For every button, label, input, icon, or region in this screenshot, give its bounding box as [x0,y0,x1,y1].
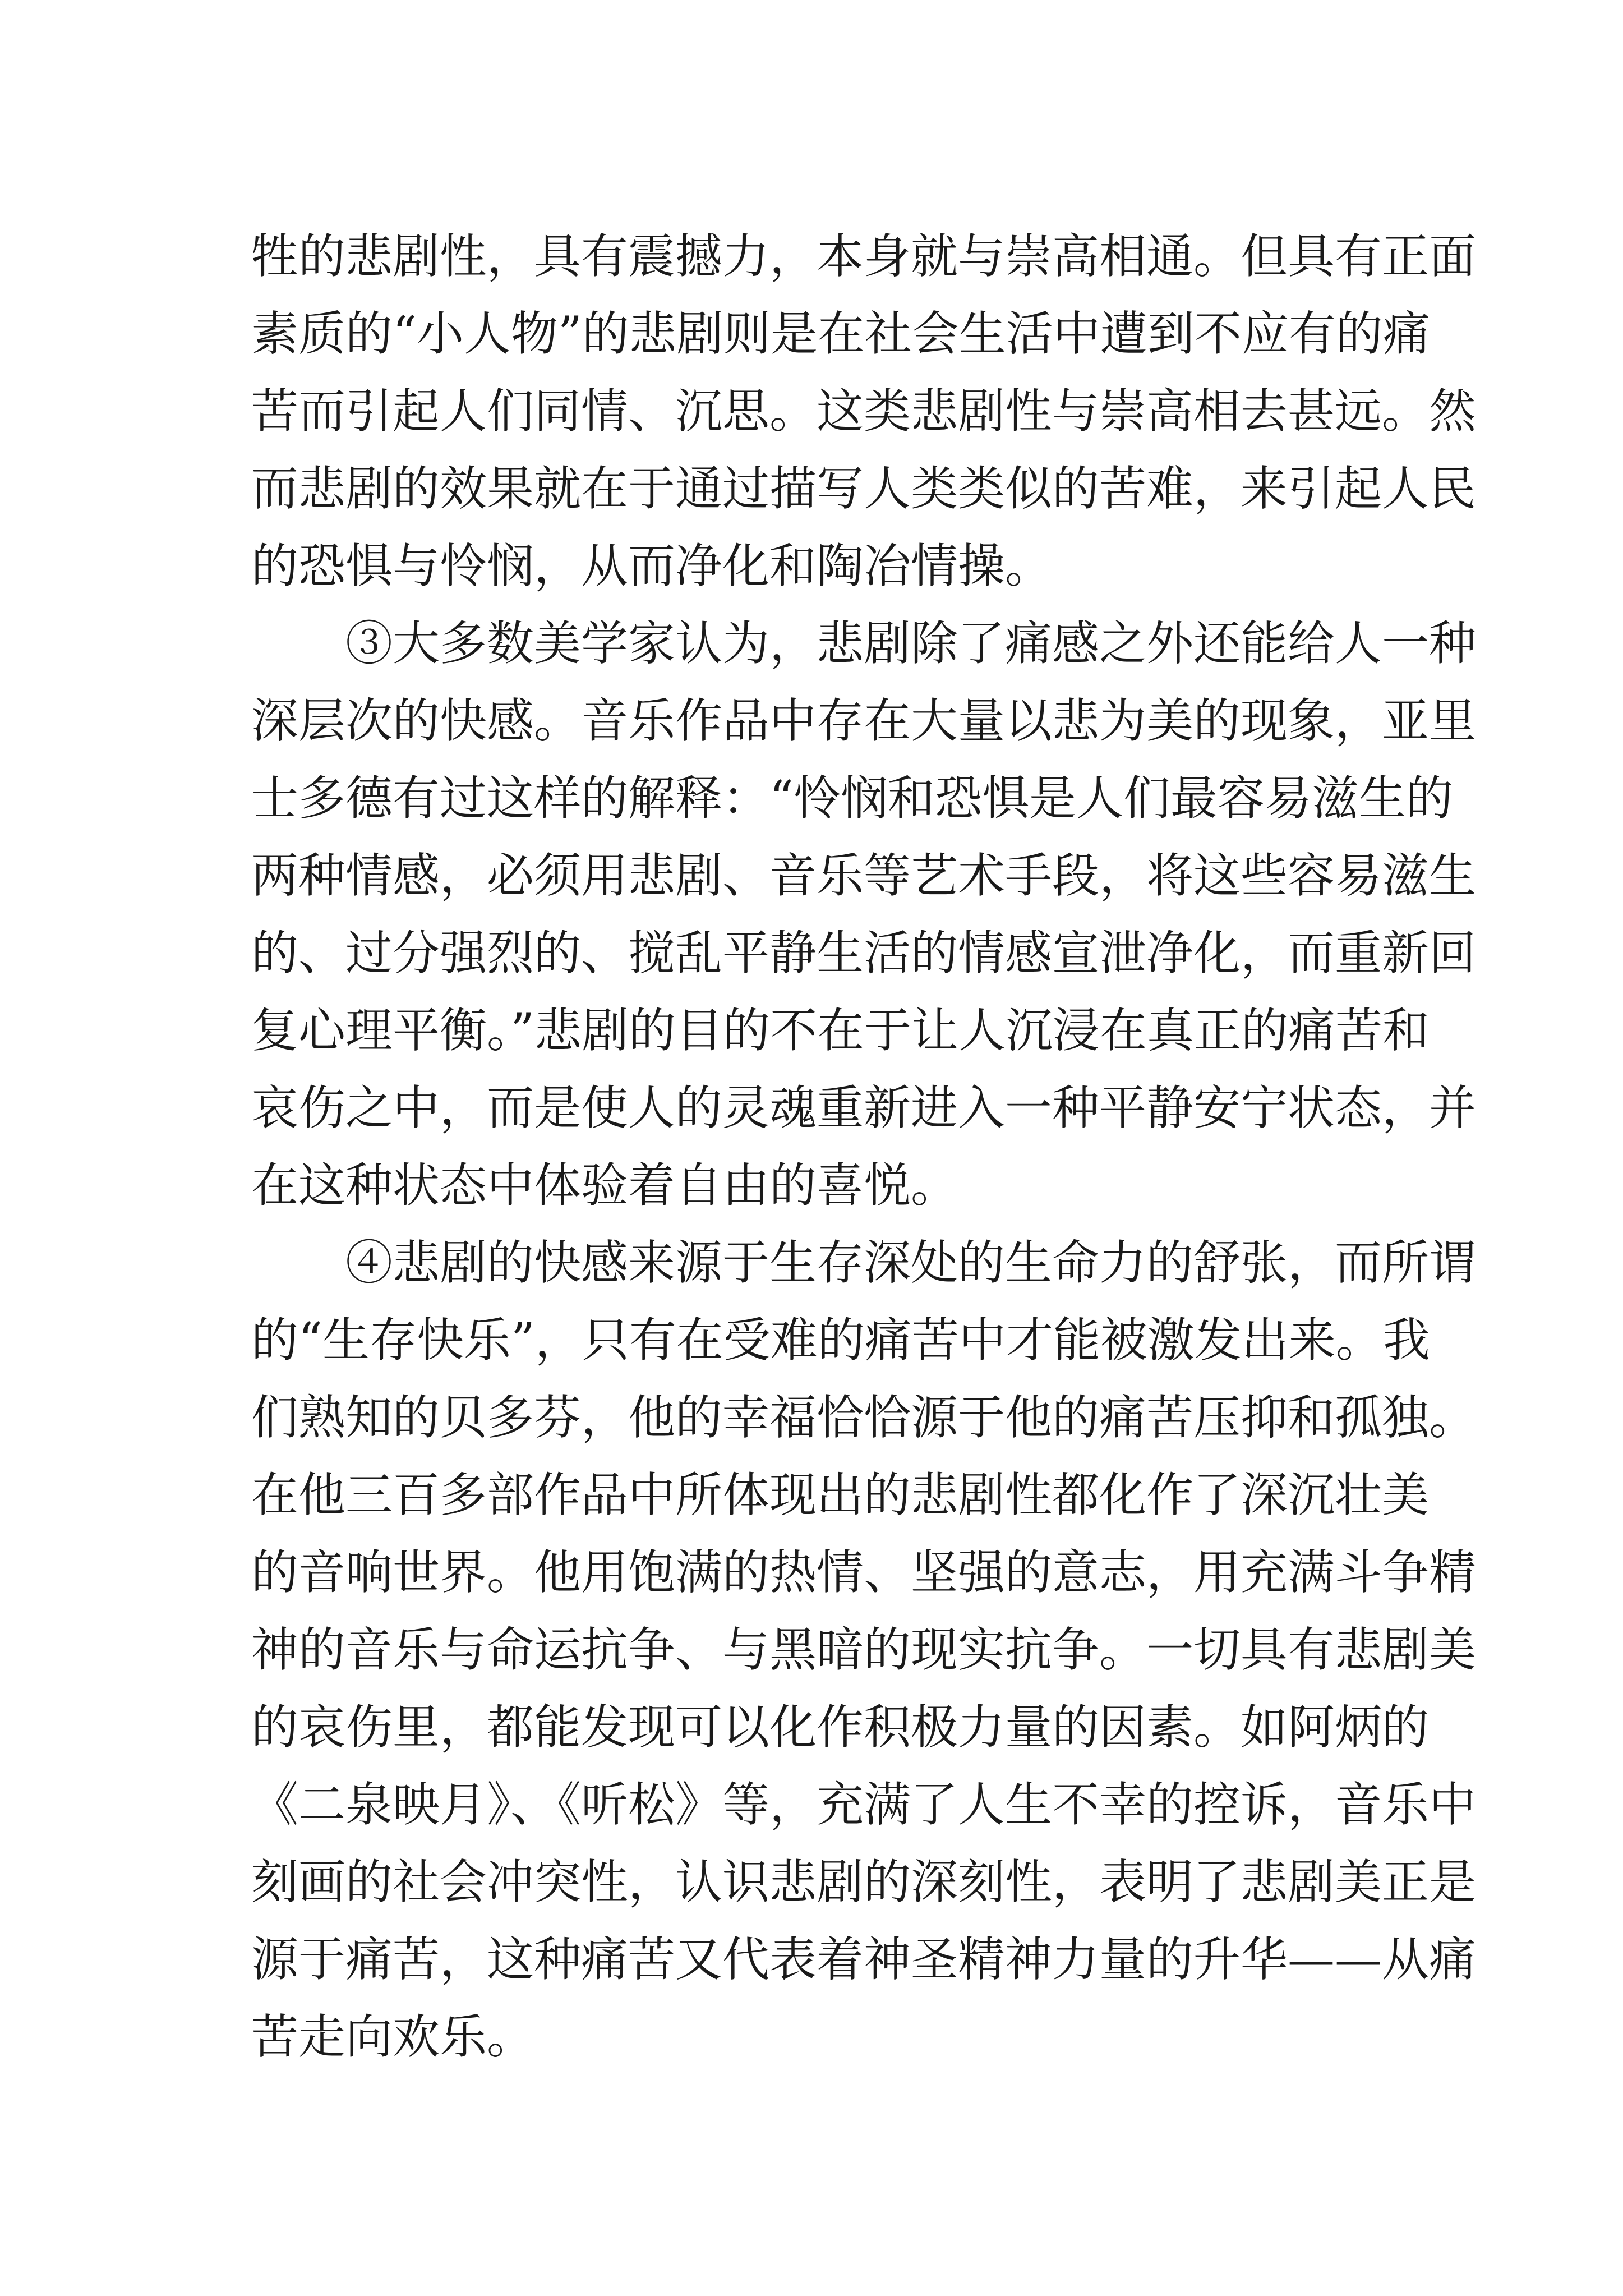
paragraph-3-line-11: 苦走向欢乐。 [251,2009,534,2064]
paragraph-1-line-5: 的恐惧与怜悯，从而净化和陶冶情操。 [251,539,1053,593]
paragraph-1-line-4: 而悲剧的效果就在于通过描写人类类似的苦难，来引起人民 [251,461,1477,516]
paragraph-3-line-4: 在他三百多部作品中所体现出的悲剧性都化作了深沉壮美 [251,1467,1430,1522]
paragraph-2-line-7: 哀伤之中，而是使人的灵魂重新进入一种平静安宁状态，并 [251,1080,1477,1135]
paragraph-2-line-5: 的、过分强烈的、搅乱平静生活的情感宣泄净化，而重新回 [251,926,1477,981]
paragraph-3-line-3: 们熟知的贝多芬，他的幸福恰恰源于他的痛苦压抑和孤独。 [251,1390,1477,1445]
paragraph-3-line-2: 的“生存快乐”，只有在受难的痛苦中才能被激发出来。我 [251,1313,1430,1368]
paragraph-3-line-1: ④悲剧的快感来源于生存深处的生命力的舒张，而所谓 [345,1235,1477,1290]
paragraph-2-line-6: 复心理平衡。”悲剧的目的不在于让人沉浸在真正的痛苦和 [251,1003,1430,1058]
paragraph-2-line-1: ③大多数美学家认为，悲剧除了痛感之外还能给人一种 [345,616,1477,671]
paragraph-2-line-8: 在这种状态中体验着自由的喜悦。 [251,1158,958,1213]
paragraph-1-line-2: 素质的“小人物”的悲剧则是在社会生活中遭到不应有的痛 [251,306,1430,361]
paragraph-2-line-2: 深层次的快感。音乐作品中存在大量以悲为美的现象，亚里 [251,693,1477,748]
paragraph-3-line-9: 刻画的社会冲突性，认识悲剧的深刻性，表明了悲剧美正是 [251,1855,1477,1910]
paragraph-2-line-4: 两种情感，必须用悲剧、音乐等艺术手段，将这些容易滋生 [251,848,1477,903]
paragraph-1-line-1: 牲的悲剧性，具有震撼力，本身就与崇高相通。但具有正面 [251,229,1477,284]
paragraph-3-line-5: 的音响世界。他用饱满的热情、坚强的意志，用充满斗争精 [251,1545,1477,1600]
paragraph-3-line-6: 神的音乐与命运抗争、与黑暗的现实抗争。一切具有悲剧美 [251,1622,1477,1677]
paragraph-3-line-10: 源于痛苦，这种痛苦又代表着神圣精神力量的升华——从痛 [251,1932,1477,1987]
paragraph-1-line-3: 苦而引起人们同情、沉思。这类悲剧性与崇高相去甚远。然 [251,384,1477,439]
body-text [251,218,1477,2076]
paragraph-2-line-3: 士多德有过这样的解释：“怜悯和恐惧是人们最容易滋生的 [251,771,1453,826]
paragraph-3-line-8: 《二泉映月》、《听松》等，充满了人生不幸的控诉，音乐中 [251,1777,1477,1832]
paragraph-3-line-7: 的哀伤里，都能发现可以化作积极力量的因素。如阿炳的 [251,1700,1430,1755]
